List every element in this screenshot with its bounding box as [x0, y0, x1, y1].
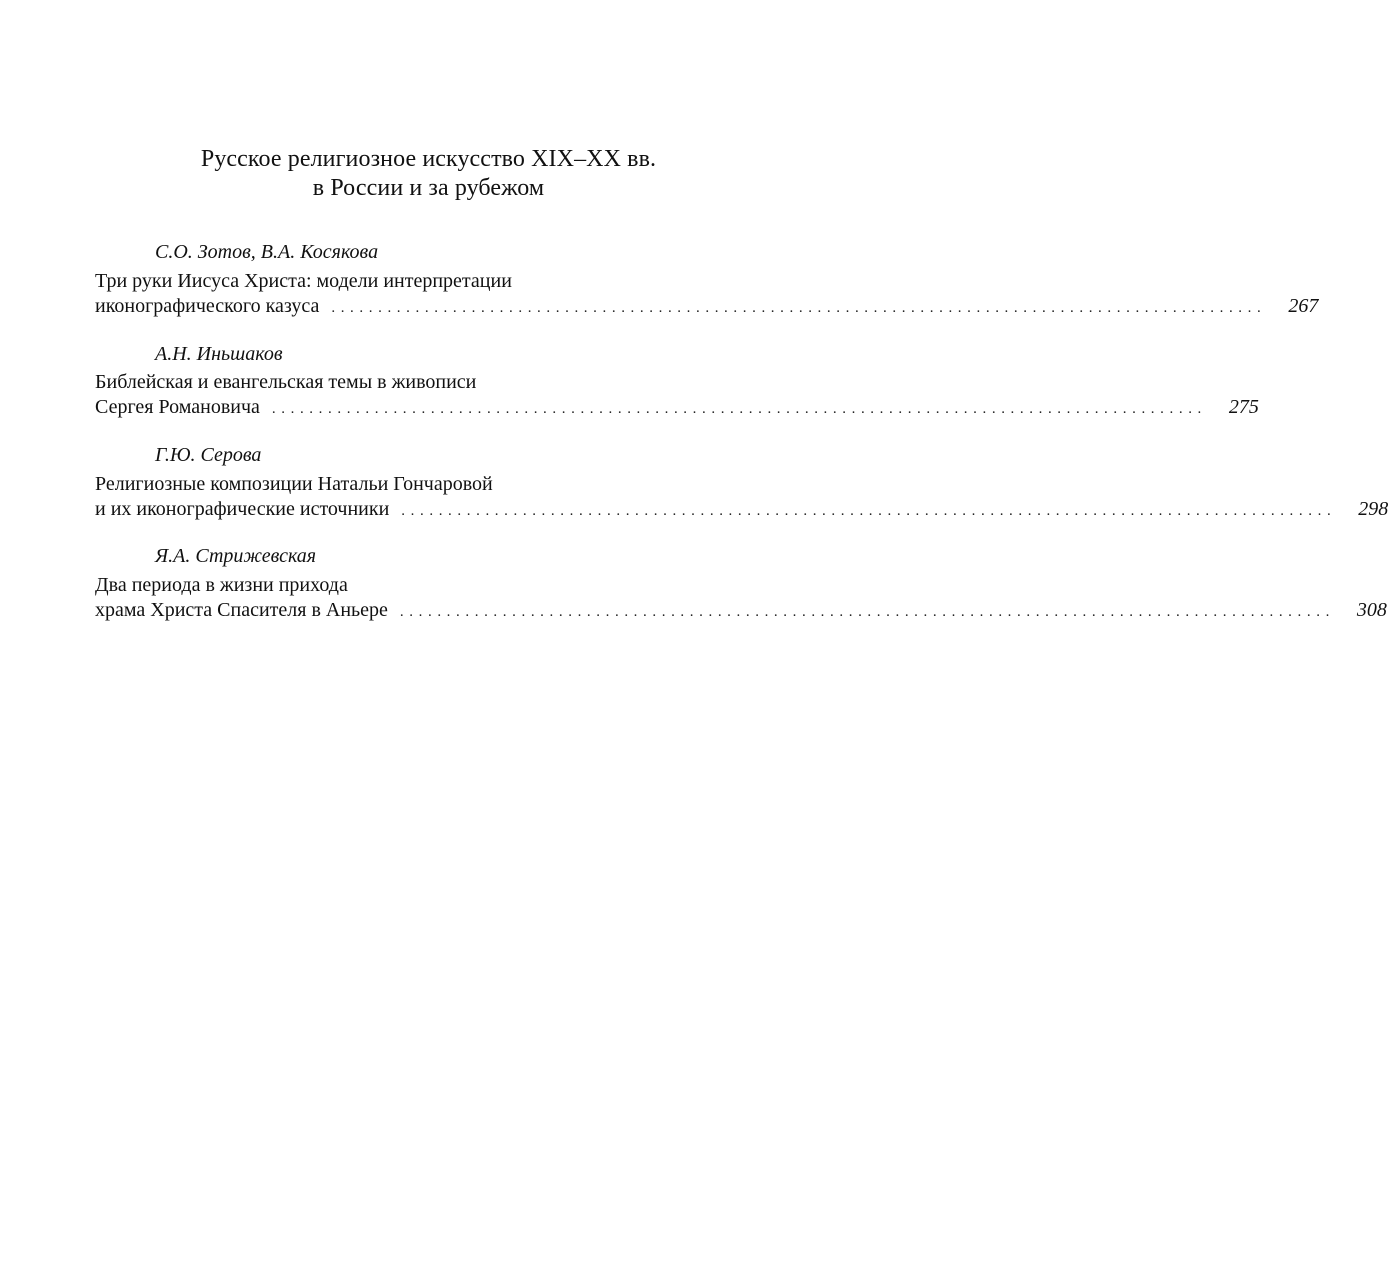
entry-title-line-2: Сергея Романовича: [95, 396, 260, 418]
section-heading-line-2: в России и за рубежом: [312, 175, 545, 201]
entry-title-line-1: Библейская и евангельская темы в живописи: [95, 371, 477, 393]
toc-entry[interactable]: [95, 472, 1388, 524]
dot-leader: ....................................................................................................: [399, 604, 1335, 620]
entry-title-line-2: и их иконографические источники: [95, 498, 390, 520]
toc-entry[interactable]: [95, 269, 1319, 321]
entry-page-number: 267: [1288, 295, 1319, 317]
entry-title-line-1: Два периода в жизни прихода: [95, 574, 348, 596]
entry-page-number: 298: [1358, 498, 1388, 520]
entry-title-line-1: Три руки Иисуса Христа: модели интерпретации: [95, 270, 512, 292]
entry-title-line-2: храма Христа Спасителя в Аньере: [95, 599, 388, 621]
entry-title-line-2: иконографического казуса: [95, 295, 320, 317]
entry-author: Г.Ю. Серова: [155, 444, 262, 466]
entry-author: А.Н. Иньшаков: [155, 343, 283, 365]
section-heading-line-1: Русское религиозное искусство XIX–XX вв.: [200, 146, 657, 172]
dot-leader: ....................................................................................................: [401, 503, 1337, 519]
entry-title-line-1: Религиозные композиции Натальи Гончаровой: [95, 473, 493, 495]
dot-leader: ....................................................................................................: [271, 401, 1207, 417]
toc-entry[interactable]: [95, 573, 1387, 625]
dot-leader: ....................................................................................................: [331, 300, 1267, 316]
entry-author: С.О. Зотов, В.А. Косякова: [155, 241, 379, 263]
entry-page-number: 275: [1228, 396, 1259, 418]
entry-page-number: 308: [1356, 599, 1387, 621]
section-heading: [0, 145, 857, 203]
entry-author: Я.А. Стрижевская: [155, 545, 317, 567]
toc-entry[interactable]: [95, 370, 1259, 422]
